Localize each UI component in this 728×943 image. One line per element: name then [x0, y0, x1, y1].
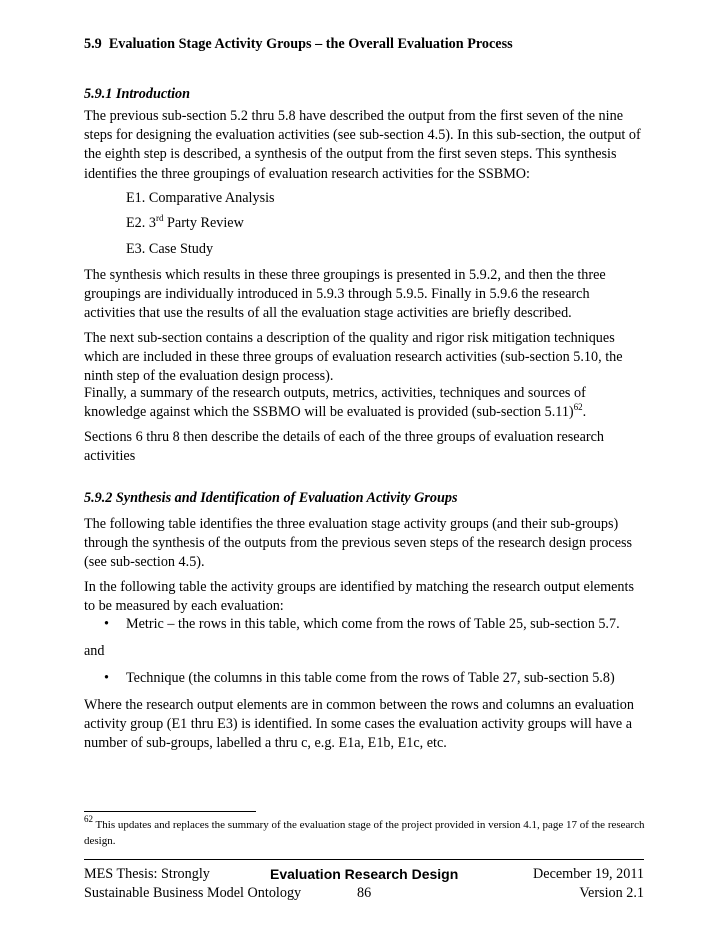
intro-heading: 5.9.1 Introduction [84, 86, 191, 102]
bullet-metric: • Metric – the rows in this table, which come from the rows of Table 25, sub-section 5.7. [104, 616, 620, 632]
synthesis-heading: 5.9.2 Synthesis and Identification of Evaluation Activity Groups [84, 490, 458, 506]
footer-version: Version 2.1 [579, 885, 644, 901]
section-number: 5.9 [84, 36, 102, 52]
page-number: 86 [357, 885, 372, 901]
intro-paragraph-4: Finally, a summary of the research outputs, metrics, activities, techniques and sources of knowledge against which the SSBMO will be evaluated is provided (sub-section 5.11)$^{62}$. [84, 385, 587, 421]
synthesis-paragraph-2: In the following table the activity groups are identified by matching the research output elements to be measured by each evaluation: [84, 579, 634, 615]
bullet-technique: • Technique (the columns in this table come from the rows of Table 27, sub-section 5.8) [104, 670, 615, 686]
footer-left-line-1: MES Thesis: Strongly [84, 866, 210, 882]
list-item-e1: E1. Comparative Analysis [126, 190, 275, 206]
footer-left-line-2: Sustainable Business Model Ontology [84, 885, 302, 901]
footnote-divider [84, 811, 256, 812]
intro-paragraph-2: The synthesis which results in these three groupings is presented in 5.9.2, and then the three groupings are individually introduced in 5.9.3 through 5.9.5. Finally in 5.9.6 the research activities that use the results of all the evaluation stage activities are briefly described. [84, 267, 606, 322]
synthesis-paragraph-3: Where the research output elements are in common between the rows and columns an evaluation activity group (E1 thru E3) is identified. In some cases the evaluation activity groups will have a number of sub-groups, labelled a thru c, e.g. E1a, E1b, E1c, etc. [84, 697, 634, 752]
intro-paragraph-5: Sections 6 thru 8 then describe the details of each of the three groups of evaluation research activities [84, 429, 605, 465]
list-item-e2: E2. 3rd Party Review [126, 213, 244, 231]
synthesis-paragraph-1: The following table identifies the three evaluation stage activity groups (and their sub-groups) through the synthesis of the outputs from the previous seven steps of the research design process (see sub-section 4.5). [84, 516, 633, 571]
bullet-icon: • [104, 670, 109, 686]
footer-date: December 19, 2011 [533, 866, 644, 882]
section-title: Evaluation Stage Activity Groups – the Overall Evaluation Process [108, 36, 513, 52]
footer-divider [84, 859, 644, 860]
and-text: and [84, 643, 105, 659]
footnote: $^{62}$ This updates and replaces the summary of the evaluation stage of the project provided in version 4.1, page 17 of the research design. [84, 814, 645, 847]
intro-paragraph-3: The next sub-section contains a description of the quality and rigor risk mitigation techniques which are included in these three groups of evaluation research activities (sub-section 5.10, the ninth step of the evaluation design process). [84, 330, 623, 385]
bullet-icon: • [104, 616, 109, 632]
section-heading [84, 36, 513, 53]
list-item-e3: E3. Case Study [126, 241, 214, 257]
footnote-ref: 62 [573, 402, 583, 413]
footer-center-title: Evaluation Research Design [270, 866, 459, 882]
footnote-mark: 62 [84, 814, 93, 824]
intro-paragraph-1: The previous sub-section 5.2 thru 5.8 have described the output from the first seven of the nine steps for designing the evaluation activities (see sub-section 4.5). In this sub-section, the output of the eighth step is described, a synthesis of the output from the first seven steps. This synthesis identifies the three groupings of evaluation research activities for the SSBMO: [84, 108, 641, 182]
